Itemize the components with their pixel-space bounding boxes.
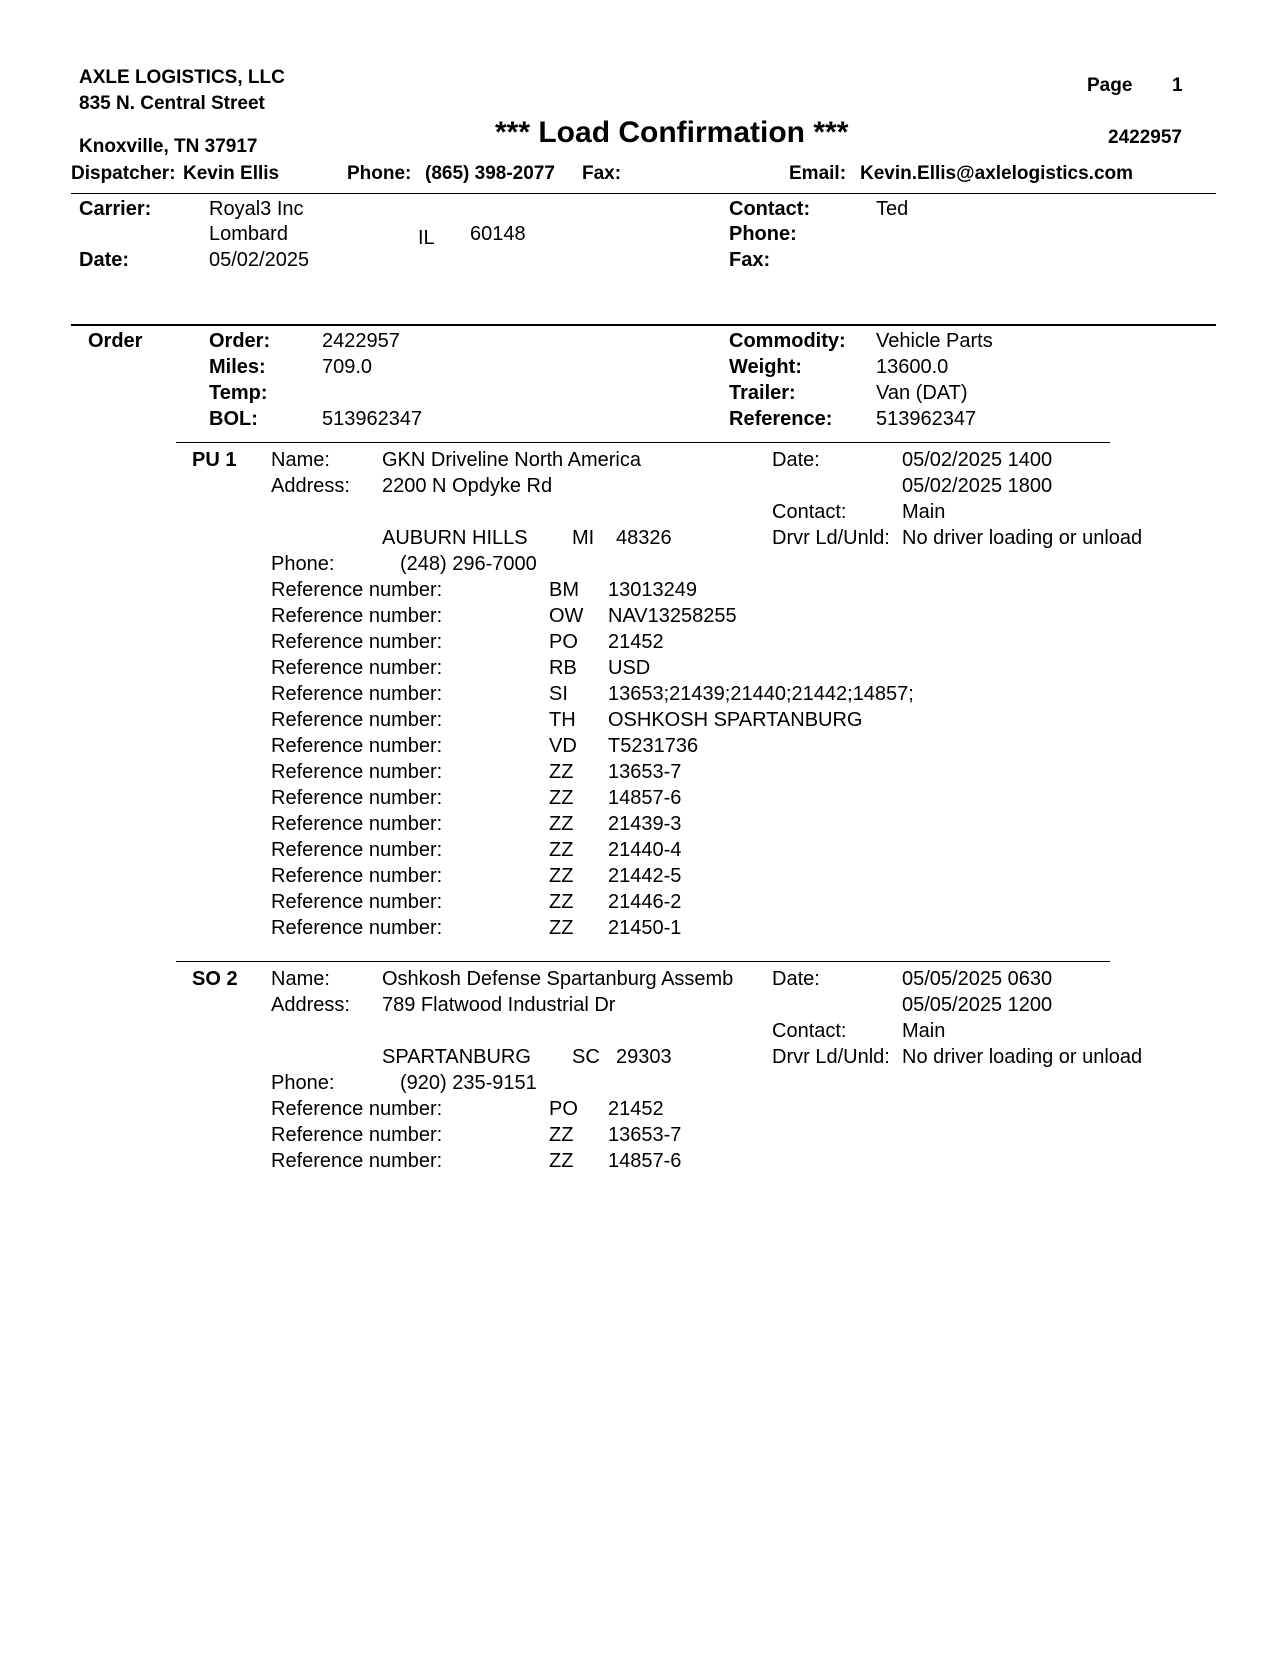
miles-label: Miles: xyxy=(209,356,266,378)
reference-type: ZZ xyxy=(549,891,574,913)
stop-load-label: Drvr Ld/Unld: xyxy=(772,527,890,549)
stop-contact: Main xyxy=(902,1020,946,1042)
order-number-label: Order: xyxy=(209,330,271,352)
page-title: *** Load Confirmation *** xyxy=(495,116,849,149)
reference-type: ZZ xyxy=(549,1124,574,1146)
page-label: Page xyxy=(1087,75,1133,96)
stop-contact: Main xyxy=(902,501,946,523)
reference-type: ZZ xyxy=(549,1150,574,1172)
stop-zip: 29303 xyxy=(616,1046,672,1068)
reference-number-label: Reference number: xyxy=(271,1124,443,1146)
reference-value: 13653-7 xyxy=(608,761,682,783)
carrier-name: Royal3 Inc xyxy=(209,198,304,220)
reference-value: NAV13258255 xyxy=(608,605,737,627)
pu1-divider xyxy=(176,442,1110,443)
reference-value: 21452 xyxy=(608,1098,664,1120)
reference-number-label: Reference number: xyxy=(271,683,443,705)
reference-number-label: Reference number: xyxy=(271,891,443,913)
reference-type: TH xyxy=(549,709,576,731)
page-number: 1 xyxy=(1172,75,1183,96)
dispatcher-name: Kevin Ellis xyxy=(183,163,280,184)
trailer-label: Trailer: xyxy=(729,382,796,404)
stop-address-label: Address: xyxy=(271,994,350,1016)
reference-value: 21440-4 xyxy=(608,839,682,861)
carrier-phone-label: Phone: xyxy=(729,223,797,245)
weight-label: Weight: xyxy=(729,356,802,378)
reference-value: 21442-5 xyxy=(608,865,682,887)
carrier-date: 05/02/2025 xyxy=(209,249,310,271)
order-number: 2422957 xyxy=(322,330,400,352)
dispatcher-fax-label: Fax: xyxy=(582,163,622,184)
reference-type: OW xyxy=(549,605,584,627)
email-label: Email: xyxy=(789,163,847,184)
stop-address-label: Address: xyxy=(271,475,350,497)
carrier-contact: Ted xyxy=(876,198,909,220)
reference-number-label: Reference number: xyxy=(271,631,443,653)
reference-type: ZZ xyxy=(549,761,574,783)
stop-date-from: 05/02/2025 1400 xyxy=(902,449,1053,471)
stop-name-label: Name: xyxy=(271,449,330,471)
order-section-label: Order xyxy=(88,330,143,352)
stop-name-label: Name: xyxy=(271,968,330,990)
dispatcher-label: Dispatcher: xyxy=(71,163,176,184)
reference-type: SI xyxy=(549,683,568,705)
stop-address: 2200 N Opdyke Rd xyxy=(382,475,553,497)
stop-phone-label: Phone: xyxy=(271,553,335,575)
miles-value: 709.0 xyxy=(322,356,373,378)
stop-name: Oshkosh Defense Spartanburg Assemb xyxy=(382,968,734,990)
company-street: 835 N. Central Street xyxy=(79,93,265,114)
reference-number-label: Reference number: xyxy=(271,735,443,757)
company-name: AXLE LOGISTICS, LLC xyxy=(79,67,285,88)
carrier-city: Lombard xyxy=(209,223,288,245)
load-number: 2422957 xyxy=(1108,127,1182,148)
reference-value: USD xyxy=(608,657,651,679)
stop-code: SO 2 xyxy=(192,968,238,990)
stop-city: AUBURN HILLS xyxy=(382,527,528,549)
carrier-label: Carrier: xyxy=(79,198,152,220)
so2-divider xyxy=(176,961,1110,962)
weight-value: 13600.0 xyxy=(876,356,949,378)
temp-label: Temp: xyxy=(209,382,268,404)
reference-number-label: Reference number: xyxy=(271,579,443,601)
reference-number-label: Reference number: xyxy=(271,917,443,939)
reference-number-label: Reference number: xyxy=(271,709,443,731)
stop-date-to: 05/05/2025 1200 xyxy=(902,994,1053,1016)
bol-value: 513962347 xyxy=(322,408,423,430)
reference-type: PO xyxy=(549,631,578,653)
stop-contact-label: Contact: xyxy=(772,1020,847,1042)
stop-date-to: 05/02/2025 1800 xyxy=(902,475,1053,497)
reference-type: RB xyxy=(549,657,577,679)
reference-value: OSHKOSH SPARTANBURG xyxy=(608,709,863,731)
reference-number-label: Reference number: xyxy=(271,813,443,835)
reference-number-label: Reference number: xyxy=(271,865,443,887)
stop-load-value: No driver loading or unload xyxy=(902,527,1143,549)
carrier-fax-label: Fax: xyxy=(729,249,771,271)
reference-type: ZZ xyxy=(549,839,574,861)
reference-value: 13013249 xyxy=(608,579,697,601)
reference-number-label: Reference number: xyxy=(271,787,443,809)
stop-date-label: Date: xyxy=(772,449,820,471)
carrier-state: IL xyxy=(418,227,435,249)
stop-contact-label: Contact: xyxy=(772,501,847,523)
stop-code: PU 1 xyxy=(192,449,237,471)
reference-number-label: Reference number: xyxy=(271,1098,443,1120)
stop-zip: 48326 xyxy=(616,527,672,549)
reference-value: 21446-2 xyxy=(608,891,682,913)
dispatcher-phone: (865) 398-2077 xyxy=(425,163,555,184)
reference-number-label: Reference number: xyxy=(271,605,443,627)
reference-type: ZZ xyxy=(549,865,574,887)
reference-value: 21450-1 xyxy=(608,917,682,939)
reference-value: 21439-3 xyxy=(608,813,682,835)
reference-number-label: Reference number: xyxy=(271,839,443,861)
carrier-contact-label: Contact: xyxy=(729,198,811,220)
stop-date-from: 05/05/2025 0630 xyxy=(902,968,1053,990)
carrier-date-label: Date: xyxy=(79,249,130,271)
stop-phone: (248) 296-7000 xyxy=(400,553,537,575)
reference-type: VD xyxy=(549,735,577,757)
header-divider xyxy=(71,193,1216,194)
email-link[interactable]: Kevin.Ellis@axlelogistics.com xyxy=(860,163,1134,184)
trailer-value: Van (DAT) xyxy=(876,382,968,404)
carrier-zip: 60148 xyxy=(470,223,526,245)
reference-number-label: Reference number: xyxy=(271,761,443,783)
carrier-divider xyxy=(71,324,1216,326)
reference-label: Reference: xyxy=(729,408,833,430)
reference-type: ZZ xyxy=(549,917,574,939)
stop-load-value: No driver loading or unload xyxy=(902,1046,1143,1068)
reference-number-label: Reference number: xyxy=(271,657,443,679)
reference-value: 21452 xyxy=(608,631,664,653)
stop-address: 789 Flatwood Industrial Dr xyxy=(382,994,616,1016)
stop-date-label: Date: xyxy=(772,968,820,990)
company-city: Knoxville, TN 37917 xyxy=(79,136,258,157)
stop-city: SPARTANBURG xyxy=(382,1046,531,1068)
reference-value: 14857-6 xyxy=(608,1150,682,1172)
stop-state: MI xyxy=(572,527,595,549)
stop-name: GKN Driveline North America xyxy=(382,449,641,471)
reference-type: ZZ xyxy=(549,813,574,835)
reference-type: BM xyxy=(549,579,579,601)
stop-state: SC xyxy=(572,1046,600,1068)
stop-load-label: Drvr Ld/Unld: xyxy=(772,1046,890,1068)
reference-value: 13653;21439;21440;21442;14857; xyxy=(608,683,914,705)
reference-type: PO xyxy=(549,1098,578,1120)
bol-label: BOL: xyxy=(209,408,258,430)
dispatcher-phone-label: Phone: xyxy=(347,163,412,184)
stop-phone: (920) 235-9151 xyxy=(400,1072,537,1094)
reference-value: 14857-6 xyxy=(608,787,682,809)
commodity-value: Vehicle Parts xyxy=(876,330,993,352)
reference-number-label: Reference number: xyxy=(271,1150,443,1172)
reference-value: 13653-7 xyxy=(608,1124,682,1146)
reference-value: 513962347 xyxy=(876,408,977,430)
reference-value: T5231736 xyxy=(608,735,699,757)
stop-phone-label: Phone: xyxy=(271,1072,335,1094)
commodity-label: Commodity: xyxy=(729,330,846,352)
reference-type: ZZ xyxy=(549,787,574,809)
